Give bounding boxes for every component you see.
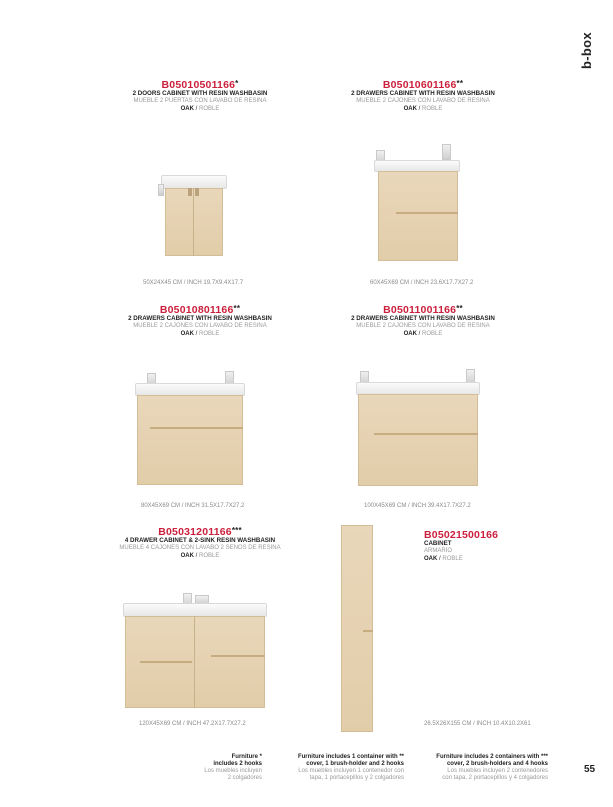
product-dimensions: 26.5X26X155 CM / INCH 10.4X10.2X61	[424, 721, 531, 727]
product-header: B05010501166* 2 DOORS CABINET WITH RESIN WASHBASIN MUEBLE 2 PUERTAS CON LAVABO DE RESINA OAK / ROBLE	[55, 80, 345, 112]
product-name-es: MUEBLE 2 CAJONES CON LAVABO DE RESINA	[356, 322, 490, 329]
product-name-es: MUEBLE 2 CAJONES CON LAVABO DE RESINA	[133, 322, 267, 329]
footnote-marker: *	[259, 754, 262, 760]
brand-logo: b-box	[578, 32, 594, 69]
finish-en: OAK	[424, 555, 438, 562]
product-name-es: MUEBLE 2 PUERTAS CON LAVABO DE RESINA	[133, 97, 267, 104]
finish-es: ROBLE	[199, 330, 220, 337]
product-code: B05021500166	[424, 529, 499, 541]
finish-en: OAK	[180, 105, 194, 112]
finish-es: ROBLE	[422, 105, 443, 112]
product-dimensions: 60X45X69 CM / INCH 23.6X17.7X27.2	[370, 280, 474, 286]
product-stars: **	[456, 79, 464, 88]
product-code: B05010601166	[382, 79, 457, 91]
product-name-es: ARMARIO	[424, 547, 453, 554]
finish-en: OAK	[180, 552, 194, 559]
product-stars: *	[235, 79, 239, 88]
product-header: B05011001166** 2 DRAWERS CABINET WITH RESIN WASHBASIN MUEBLE 2 CAJONES CON LAVABO DE RESINA OAK / ROBLE	[278, 305, 568, 337]
product-code: B05010801166	[159, 304, 234, 316]
finish-en: OAK	[180, 330, 194, 337]
product-dimensions: 120X45X69 CM / INCH 47.2X17.7X27.2	[139, 721, 246, 727]
finish-en: OAK	[403, 105, 417, 112]
product-card-5	[55, 527, 345, 747]
page-number: 55	[584, 764, 596, 775]
product-header: B05010801166** 2 DRAWERS CABINET WITH RESIN WASHBASIN MUEBLE 2 CAJONES CON LAVABO DE RESINA OAK / ROBLE	[55, 305, 345, 337]
product-stars: ***	[231, 526, 242, 535]
product-dimensions: 50X24X45 CM / INCH 19.7X9.4X17.7	[143, 280, 244, 286]
finish-en: OAK	[403, 330, 417, 337]
finish-es: ROBLE	[199, 552, 220, 559]
product-name-en: CABINET	[424, 540, 452, 548]
finish-es: ROBLE	[422, 330, 443, 337]
product-card-2	[278, 80, 568, 300]
product-name-en: 4 DRAWER CABINET & 2-SINK RESIN WASHBASIN	[124, 537, 276, 545]
product-stars: **	[233, 304, 241, 313]
product-code: B05010501166	[161, 79, 236, 91]
product-dimensions: 100X45X69 CM / INCH 39.4X17.7X27.2	[364, 503, 471, 509]
product-name-en: 2 DOORS CABINET WITH RESIN WASHBASIN	[132, 90, 268, 98]
product-code: B05031201166	[158, 526, 232, 538]
product-header: B05021500166 CABINET ARMARIO OAK / ROBLE	[424, 529, 499, 562]
footnote-marker: **	[399, 754, 404, 760]
product-header: B05031201166*** 4 DRAWER CABINET & 2-SINK RESIN WASHBASIN MUEBLE 4 CAJONES CON LAVABO 2 SENOS DE RESINA OAK / ROBLE	[55, 527, 345, 559]
finish-es: ROBLE	[199, 105, 220, 112]
product-code: B05011001166	[383, 304, 457, 316]
footnote-marker: ***	[540, 754, 548, 760]
finish-es: ROBLE	[442, 555, 463, 562]
product-name-en: 2 DRAWERS CABINET WITH RESIN WASHBASIN	[351, 90, 495, 98]
product-name-en: 2 DRAWERS CABINET WITH RESIN WASHBASIN	[128, 315, 272, 323]
product-name-es: MUEBLE 4 CAJONES CON LAVABO 2 SENOS DE RESINA	[119, 544, 281, 551]
footnote-3: Furniture includes 2 containers with *** cover, 2 brush-holders and 4 hooks Los muebles incluyen 2 contenedores con tapa, 2 portacepillos y 4 colgadores	[436, 754, 548, 781]
product-name-es: MUEBLE 2 CAJONES CON LAVABO DE RESINA	[356, 97, 490, 104]
product-card-4	[278, 305, 568, 525]
product-card-6	[335, 520, 613, 740]
product-header: B05010601166** 2 DRAWERS CABINET WITH RESIN WASHBASIN MUEBLE 2 CAJONES CON LAVABO DE RESINA OAK / ROBLE	[278, 80, 568, 112]
product-name-en: 2 DRAWERS CABINET WITH RESIN WASHBASIN	[351, 315, 495, 323]
product-stars: **	[456, 304, 463, 313]
footnote-2: Furniture includes 1 container with ** cover, 1 brush-holder and 2 hooks Los muebles incluyen 1 contenedor con tapa, 1 portacepillos y 2 colgadores	[297, 754, 404, 781]
footnote-1: Furniture * includes 2 hooks Los muebles incluyen 2 colgadores	[204, 754, 262, 781]
product-dimensions: 80X45X69 CM / INCH 31.5X17.7X27.2	[141, 503, 245, 509]
